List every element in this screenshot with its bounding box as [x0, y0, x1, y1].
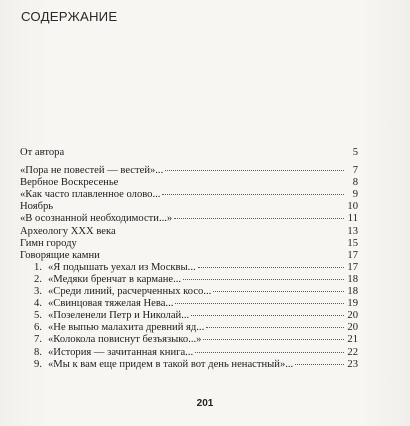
toc-entry-title: «Как часто плавленное олово...	[20, 189, 161, 201]
toc-entry-title: Гимн городу	[20, 237, 77, 249]
toc-subentry-number: 4.	[34, 298, 42, 310]
toc-subentry-number: 3.	[34, 286, 42, 298]
toc-entry-title: «Не выпью малахита древний яд...	[48, 322, 205, 334]
toc-entry-page: 20	[347, 322, 358, 334]
leader-dots	[191, 315, 344, 316]
leader-dots	[203, 339, 344, 340]
toc-entry-title: От автора	[20, 147, 65, 158]
toc-entry-title: «Колокола повиснут безъязыко...»	[48, 334, 202, 346]
toc-entry-title: «Среди линий, расчерченных косо...	[48, 286, 212, 298]
toc-subentry[interactable]	[20, 322, 358, 334]
toc-entry-title: «Свинцовая тяжелая Нева...	[48, 298, 174, 310]
toc-entry-title: Вербное Воскресенье	[20, 177, 119, 189]
toc-entry-page: 5	[352, 147, 358, 158]
toc-subentry[interactable]	[20, 274, 358, 286]
toc-entry-page: 23	[347, 358, 358, 370]
toc-subentry[interactable]	[20, 359, 358, 371]
toc-entry[interactable]	[20, 213, 358, 225]
toc-entry-page: 17	[347, 261, 358, 273]
toc-entry-page: 7	[352, 165, 358, 177]
toc-entry-page: 15	[347, 237, 358, 249]
toc-entry-page: 22	[347, 346, 358, 358]
toc-entry-title: «Мы к вам еще придем в такой вот день ненастный»...	[48, 358, 294, 370]
toc-subentry-number: 9.	[34, 358, 42, 370]
toc-entry-page: 13	[347, 225, 358, 237]
toc-entry[interactable]	[20, 201, 358, 213]
leader-dots	[213, 291, 344, 292]
toc-entry-page: 17	[347, 249, 358, 261]
toc-entry-title: «Медяки бренчат в кармане...	[48, 273, 182, 285]
toc-entry[interactable]	[20, 165, 358, 177]
toc-entry-page: 18	[347, 286, 358, 298]
toc-subentry[interactable]	[20, 347, 358, 359]
toc-subentry-number: 1.	[34, 261, 42, 273]
toc-entry-title: «Пора не повестей — вестей»...	[20, 165, 164, 177]
toc-entry-page: 10	[347, 201, 358, 213]
toc-entry-title: Говорящие камни	[20, 249, 100, 261]
page-heading: СОДЕРЖАНИЕ	[21, 9, 118, 24]
toc-entry-page: 19	[347, 298, 358, 310]
table-of-contents	[20, 147, 358, 371]
toc-subentry[interactable]	[20, 334, 358, 346]
toc-entry-title: «Позеленели Петр и Николай...	[48, 310, 190, 322]
page-number: 201	[196, 398, 214, 409]
leader-dots	[183, 279, 344, 280]
toc-subentry[interactable]	[20, 310, 358, 322]
toc-entry-page: 21	[347, 334, 358, 346]
toc-subentry-number: 6.	[34, 322, 42, 334]
leader-dots	[165, 170, 344, 171]
toc-entry-title: «Я подышать уехал из Москвы...	[48, 261, 196, 273]
leader-dots	[162, 194, 344, 195]
toc-entry-title: Археологу XXX века	[20, 225, 116, 237]
toc-entry[interactable]	[20, 250, 358, 262]
toc-entry[interactable]	[20, 238, 358, 250]
toc-entry-title: Ноябрь	[20, 201, 54, 213]
leader-dots	[295, 364, 344, 365]
toc-entry-page: 8	[352, 177, 358, 189]
toc-subentry[interactable]	[20, 286, 358, 298]
toc-entry-title: «В осознанной необходимости...»	[20, 213, 173, 225]
toc-subentry-number: 7.	[34, 334, 42, 346]
leader-dots	[206, 327, 344, 328]
leader-dots	[175, 303, 344, 304]
toc-entry[interactable]	[20, 226, 358, 238]
toc-entry-title: «История — зачитанная книга...	[48, 346, 194, 358]
toc-subentry-number: 5.	[34, 310, 42, 322]
toc-subentry[interactable]	[20, 262, 358, 274]
toc-subentry-number: 2.	[34, 273, 42, 285]
toc-subentry-number: 8.	[34, 346, 42, 358]
toc-entry-page: 18	[347, 273, 358, 285]
toc-entry-page: 20	[347, 310, 358, 322]
toc-entry-page: 11	[347, 213, 358, 225]
toc-entry[interactable]	[20, 177, 358, 189]
leader-dots	[195, 352, 344, 353]
toc-entry[interactable]	[20, 189, 358, 201]
leader-dots	[174, 218, 344, 219]
toc-entry-page: 9	[352, 189, 358, 201]
toc-entry[interactable]	[20, 147, 358, 159]
toc-subentry[interactable]	[20, 298, 358, 310]
leader-dots	[198, 267, 344, 268]
